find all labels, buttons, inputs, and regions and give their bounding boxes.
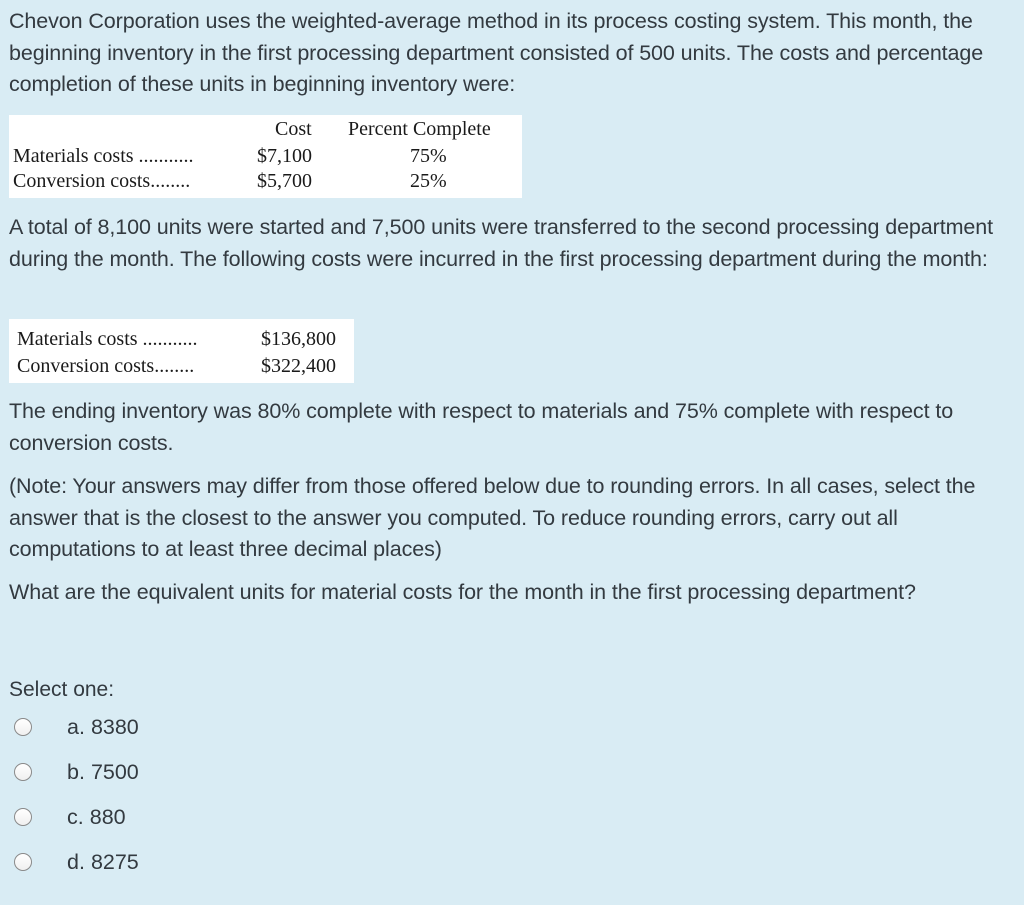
conversion-percent: 25% bbox=[410, 170, 447, 192]
option-value-d: 8275 bbox=[90, 849, 139, 874]
question-ending: The ending inventory was 80% complete with respect to materials and 75% complete with respect to conversion costs. bbox=[9, 399, 954, 455]
percent-complete-header: Percent Complete bbox=[348, 118, 491, 140]
materials-cost: $7,100 bbox=[257, 145, 312, 167]
select-one-label: Select one: bbox=[9, 678, 115, 701]
conversion-cost: $5,700 bbox=[257, 170, 312, 192]
incurred-conversion-cost: $322,400 bbox=[261, 355, 336, 377]
radio-button-b[interactable] bbox=[14, 763, 32, 781]
cost-header: Cost bbox=[275, 118, 312, 140]
conversion-label: Conversion costs........ bbox=[13, 170, 191, 192]
question-prompt: What are the equivalent units for material costs for the month in the first processing department? bbox=[9, 580, 916, 604]
option-letter-b: b. bbox=[67, 759, 85, 784]
incurred-conversion-label: Conversion costs........ bbox=[17, 355, 195, 377]
option-letter-a: a. bbox=[67, 714, 85, 739]
option-value-b: 7500 bbox=[90, 759, 139, 784]
option-letter-d: d. bbox=[67, 849, 85, 874]
radio-button-c[interactable] bbox=[14, 808, 32, 826]
radio-button-d[interactable] bbox=[14, 853, 32, 871]
incurred-costs-table bbox=[9, 319, 354, 383]
answer-option-a[interactable] bbox=[14, 710, 139, 744]
answer-option-c[interactable] bbox=[14, 800, 126, 834]
answer-option-b[interactable] bbox=[14, 755, 139, 789]
materials-percent: 75% bbox=[410, 145, 447, 167]
option-letter-c: c. bbox=[67, 804, 84, 829]
option-value-c: 880 bbox=[89, 804, 126, 829]
question-mid: A total of 8,100 units were started and 7,500 units were transferred to the second processing department during the month. The following costs were incurred in the first processing department during the month: bbox=[9, 215, 993, 271]
option-value-a: 8380 bbox=[90, 714, 139, 739]
radio-button-a[interactable] bbox=[14, 718, 32, 736]
beginning-inventory-table bbox=[9, 115, 522, 198]
question-note: (Note: Your answers may differ from those offered below due to rounding errors. In all cases, select the answer that is the closest to the answer you computed. To reduce rounding errors, carry out all computations to at least three decimal places) bbox=[9, 474, 976, 561]
incurred-materials-cost: $136,800 bbox=[261, 328, 336, 350]
incurred-materials-label: Materials costs ........... bbox=[17, 328, 198, 350]
materials-label: Materials costs ........... bbox=[13, 145, 194, 167]
question-intro: Chevon Corporation uses the weighted-average method in its process costing system. This month, the beginning inventory in the first processing department consisted of 500 units. The costs and percentage completion of these units in beginning inventory were: bbox=[9, 9, 984, 96]
answer-option-d[interactable] bbox=[14, 845, 139, 879]
